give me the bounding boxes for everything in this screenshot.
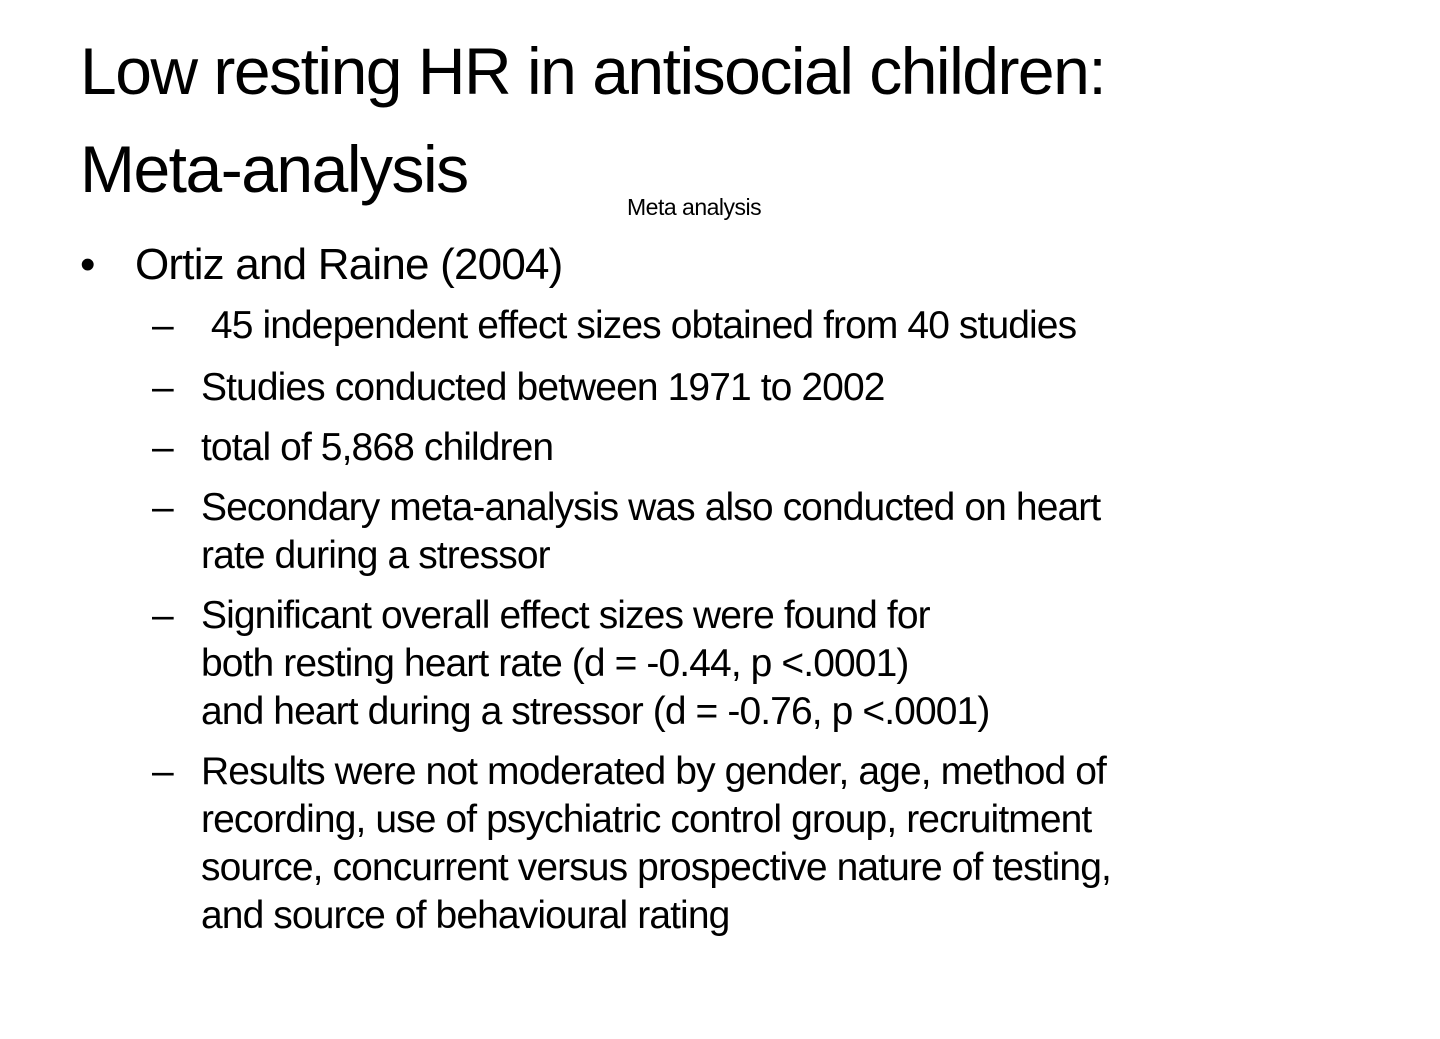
dash-icon: – — [152, 366, 173, 409]
dash-icon: – — [152, 304, 173, 347]
sub-bullet-text — [201, 748, 1402, 940]
sub-bullet-line: Secondary meta-analysis was also conducted on heart — [201, 486, 1101, 529]
dash-icon: – — [152, 426, 173, 469]
sub-bullet-line: Results were not moderated by gender, age, method of — [201, 750, 1106, 793]
sub-bullet-line: recording, use of psychiatric control group, recruitment — [201, 798, 1092, 841]
sub-bullet-line: source, concurrent versus prospective nature of testing, — [201, 846, 1111, 889]
sub-bullet-text — [201, 424, 1402, 472]
sub-bullet-line: 45 independent effect sizes obtained from 40 studies — [201, 304, 1077, 347]
slide-title-line: Meta-analysis — [80, 132, 468, 206]
sub-bullet-list — [152, 302, 1402, 952]
image-caption: Meta analysis — [627, 194, 762, 220]
sub-bullet-item — [152, 484, 1402, 580]
sub-bullet-item — [152, 748, 1402, 940]
sub-bullet-item — [152, 302, 1402, 350]
sub-bullet-text — [201, 592, 1402, 736]
sub-bullet-item — [152, 364, 1402, 412]
bullet-item — [80, 236, 563, 294]
sub-bullet-text — [201, 484, 1402, 580]
sub-bullet-text — [201, 302, 1402, 350]
dash-icon: – — [152, 594, 173, 637]
bullet-text: Ortiz and Raine (2004) — [135, 240, 563, 289]
slide-title-line: Low resting HR in antisocial children: — [80, 34, 1106, 108]
dash-icon: – — [152, 750, 173, 793]
sub-bullet-text — [201, 364, 1402, 412]
slide-title — [80, 22, 1380, 218]
dash-icon: – — [152, 486, 173, 529]
sub-bullet-line: total of 5,868 children — [201, 426, 554, 469]
sub-bullet-line: rate during a stressor — [201, 534, 550, 577]
sub-bullet-line: Studies conducted between 1971 to 2002 — [201, 366, 885, 409]
bullet-dot-icon: • — [80, 240, 95, 289]
sub-bullet-line: and heart during a stressor (d = -0.76, p <.0001) — [201, 690, 990, 733]
sub-bullet-line: both resting heart rate (d = -0.44, p <.0001) — [201, 642, 909, 685]
sub-bullet-item — [152, 592, 1402, 736]
sub-bullet-line: and source of behavioural rating — [201, 894, 730, 937]
sub-bullet-line: Significant overall effect sizes were found for — [201, 594, 930, 637]
sub-bullet-item — [152, 424, 1402, 472]
